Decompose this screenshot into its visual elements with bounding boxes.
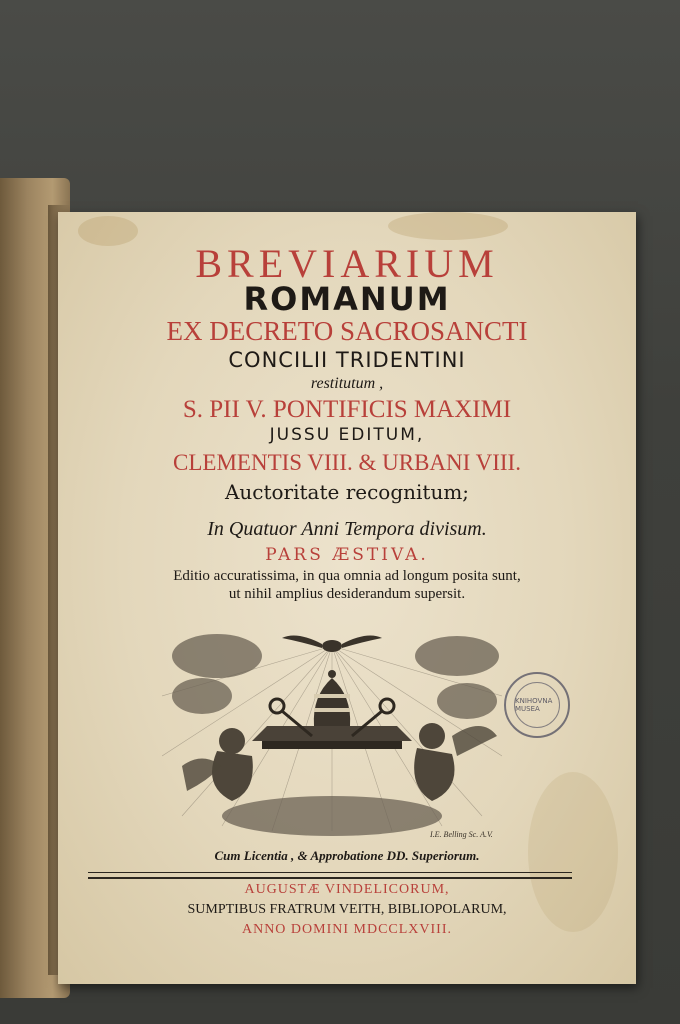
imprint-sumptibus: SUMPTIBUS FRATRUM VEITH, BIBLIOPOLARUM,	[187, 902, 507, 917]
line-auctoritate: Auctoritate recognitum;	[224, 480, 470, 504]
line-pars-aestiva: PARS ÆSTIVA.	[265, 545, 429, 565]
line-ex-decreto: EX DECRETO SACROSANCTI	[166, 316, 528, 346]
engraving-credit: I.E. Belling Sc. A.V.	[430, 830, 493, 839]
line-pii-v: S. PII V. PONTIFICIS MAXIMI	[182, 396, 512, 423]
line-editio: Editio accuratissima, in qua omnia ad longum posita sunt,	[173, 568, 521, 584]
divider-rule	[88, 877, 572, 879]
line-nihil: ut nihil amplius desiderandum supersit.	[228, 586, 466, 602]
library-stamp-text: KNIHOVNA MUSEA	[514, 682, 560, 728]
title-romanum: ROMANUM	[243, 280, 451, 318]
line-quatuor: In Quatuor Anni Tempora divisum.	[207, 518, 487, 540]
imprint-anno-domini: ANNO DOMINI MDCCLXVIII.	[241, 922, 453, 937]
divider-rule	[88, 872, 572, 873]
line-jussu: JUSSU EDITUM,	[269, 425, 425, 445]
line-clementis: CLEMENTIS VIII. & URBANI VIII.	[173, 450, 521, 475]
engraving-papal-tiara-cherubs	[162, 616, 502, 838]
line-licentia: Cum Licentia , & Approbatione DD. Superiorum.	[214, 848, 480, 863]
title-breviarium: BREVIARIUM	[195, 241, 499, 286]
foxing-stain	[388, 212, 508, 240]
library-stamp	[504, 672, 570, 738]
line-concilii: CONCILII TRIDENTINI	[228, 348, 466, 372]
imprint-augustae: AUGUSTÆ VINDELICORUM,	[244, 882, 450, 897]
title-page	[58, 212, 636, 984]
line-restitutum: restitutum ,	[310, 375, 384, 392]
